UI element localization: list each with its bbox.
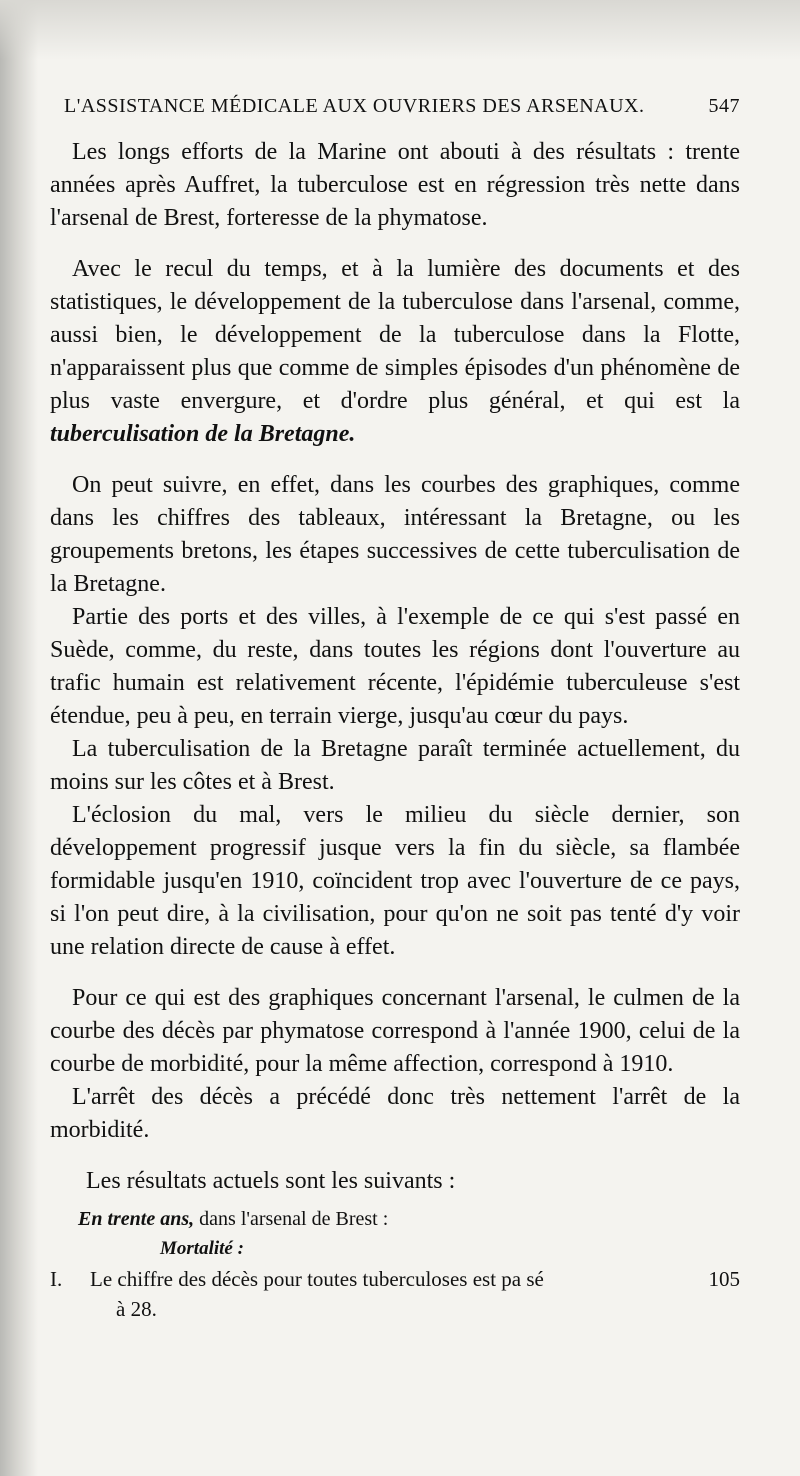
paragraph-7: Pour ce qui est des graphiques concernant l'arsenal, le culmen de la courbe des décès par phymatose correspond à l'année 1900, celui de la courbe de morbidité, pour la même affection, correspond à 1910. bbox=[50, 985, 740, 1077]
paragraph-8: L'arrêt des décès a précédé donc très nettement l'arrêt de la morbidité. bbox=[50, 1084, 740, 1143]
running-header bbox=[50, 95, 740, 118]
running-title: L'ASSISTANCE MÉDICALE AUX OUVRIERS DES ARSENAUX. bbox=[64, 95, 645, 117]
list-item-text: Le chiffre des décès pour toutes tuberculoses est pa sé bbox=[90, 1267, 544, 1291]
results-subheading bbox=[50, 1204, 740, 1234]
document-page bbox=[50, 95, 740, 1324]
results-intro: Les résultats actuels sont les suivants : bbox=[86, 1168, 456, 1194]
paragraph-1: Les longs efforts de la Marine ont abouti à des résultats : trente années après Auffret, la tuberculose est en régression très nette dans l'arsenal de Brest, forteresse de la phymatose. bbox=[50, 139, 740, 231]
mortality-label: Mortalité : bbox=[160, 1238, 244, 1259]
paragraph-4: Partie des ports et des villes, à l'exemple de ce qui s'est passé en Suède, comme, du reste, dans toutes les régions dont l'ouverture au trafic humain est relativement récente, l'épidémie tuberculeuse s'est étendue, peu à peu, en terrain vierge, jusqu'au cœur du pays. bbox=[50, 604, 740, 729]
scan-top-shadow bbox=[0, 0, 800, 60]
list-item-continuation: à 28. bbox=[116, 1297, 157, 1321]
paragraph-3: On peut suivre, en effet, dans les courbes des graphiques, comme dans les chiffres des tableaux, intéressant la Bretagne, ou les groupements bretons, les étapes successives de cette tuberculisation de la Bretagne. bbox=[50, 472, 740, 597]
results-sub-rest: dans l'arsenal de Brest : bbox=[199, 1208, 389, 1230]
list-item-number: I. bbox=[50, 1267, 63, 1291]
paragraph-6: L'éclosion du mal, vers le milieu du siècle dernier, son développement progressif jusque vers la fin du siècle, sa flambée formidable jusqu'en 1910, coïncident trop avec l'ouverture de ce pays, si l'on peut dire, à la civilisation, pour qu'on ne soit pas tenté d'y voir une relation directe de cause à effet. bbox=[50, 802, 740, 960]
paragraph-2 bbox=[50, 253, 740, 451]
list-item bbox=[50, 1264, 740, 1294]
paragraph-5: La tuberculisation de la Bretagne paraît terminée actuellement, du moins sur les côtes et à Brest. bbox=[50, 736, 740, 795]
results-sub-em: En trente ans, bbox=[78, 1208, 195, 1230]
paragraph-2-text: Avec le recul du temps, et à la lumière des documents et des statistiques, le développement de la tuberculose dans l'arsenal, comme, aussi bien, le développement de la tuberculose dans la Flotte, n'apparaissent plus que comme de simples épisodes d'un phénomène de plus vaste envergure, et d'ordre plus général, et qui est la bbox=[50, 256, 740, 414]
page-number: 547 bbox=[708, 95, 740, 117]
scan-edge-shadow bbox=[0, 0, 38, 1476]
list-item-value: 105 bbox=[708, 1267, 740, 1291]
italic-phrase: tuberculisation de la Bretagne. bbox=[50, 421, 356, 447]
